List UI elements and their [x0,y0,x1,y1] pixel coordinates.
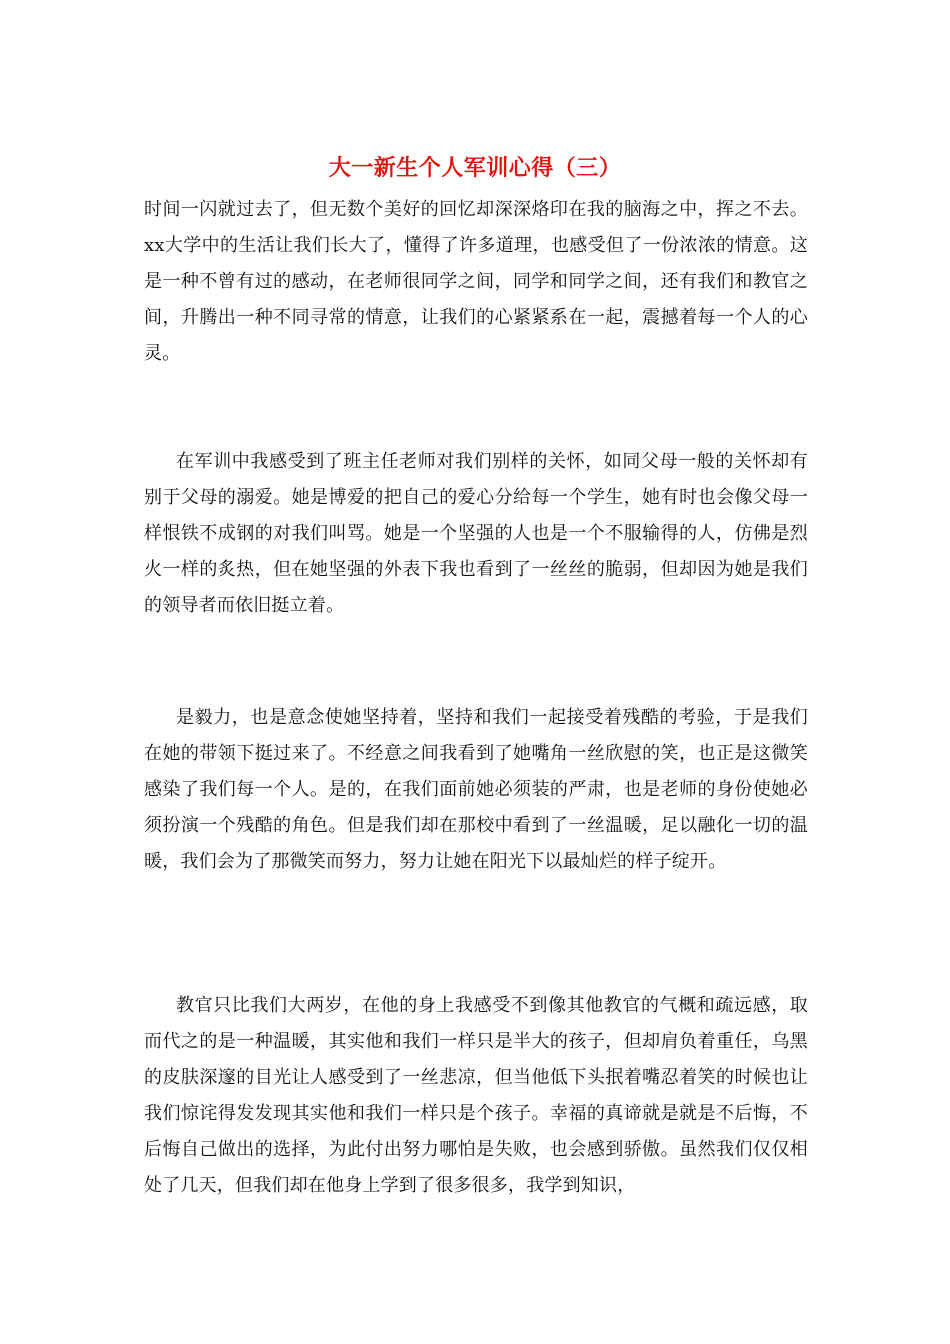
paragraph-1: 时间一闪就过去了，但无数个美好的回忆却深深烙印在我的脑海之中，挥之不去。xx大学中的生活让我们长大了，懂得了许多道理，也感受但了一份浓浓的情意。这是一种不曾有过的感动，在老师很同学之间，同学和同学之间，还有我们和教官之间，升腾出一种不同寻常的情意，让我们的心紧紧系在一起，震撼着每一个人的心灵。 [144,199,808,364]
paragraph-2: 在军训中我感受到了班主任老师对我们别样的关怀，如同父母一般的关怀却有别于父母的溺爱。她是博爱的把自己的爱心分给每一个学生，她有时也会像父母一样恨铁不成钢的对我们叫骂。她是一个坚强的人也是一个不服输得的人，仿佛是烈火一样的炙热，但在她坚强的外表下我也看到了一丝丝的脆弱，但却因为她是我们的领导者而依旧挺立着。 [144,451,808,616]
document-title: 大一新生个人军训心得（三） [328,155,622,181]
paragraph-4: 教官只比我们大两岁，在他的身上我感受不到像其他教官的气概和疏远感，取而代之的是一种温暖，其实他和我们一样只是半大的孩子，但却肩负着重任，乌黑的皮肤深邃的目光让人感受到了一丝悲凉，但当他低下头抿着嘴忍着笑的时候也让我们惊诧得发发现其实他和我们一样只是个孩子。幸福的真谛就是就是不后悔，不后悔自己做出的选择，为此付出努力哪怕是失败，也会感到骄傲。虽然我们仅仅相处了几天，但我们却在他身上学到了很多很多，我学到知识， [144,995,808,1196]
paragraph-3: 是毅力，也是意念使她坚持着，坚持和我们一起接受着残酷的考验，于是我们在她的带领下挺过来了。不经意之间我看到了她嘴角一丝欣慰的笑，也正是这微笑感染了我们每一个人。是的，在我们面前她必须装的严肃，也是老师的身份使她必须扮演一个残酷的角色。但是我们却在那校中看到了一丝温暖，足以融化一切的温暖，我们会为了那微笑而努力，努力让她在阳光下以最灿烂的样子绽开。 [144,707,808,872]
